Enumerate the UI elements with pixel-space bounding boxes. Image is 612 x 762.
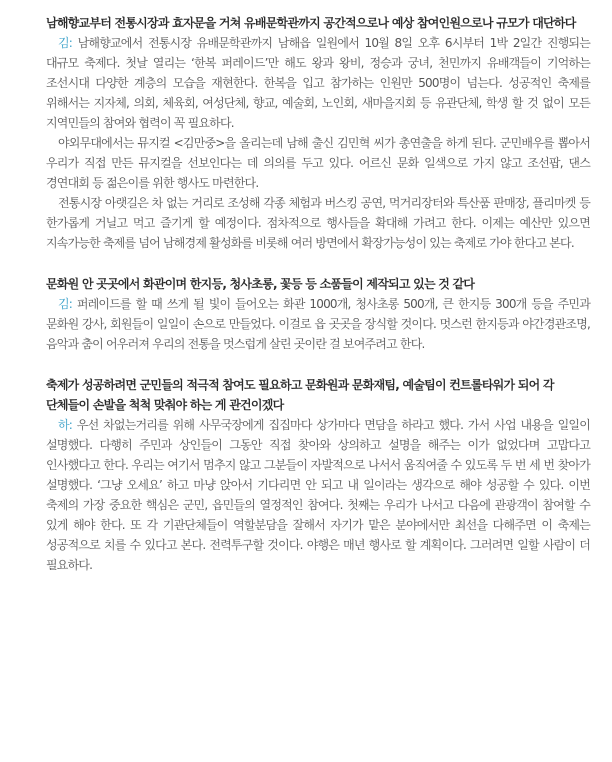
speaker-label: 하: xyxy=(58,418,73,432)
speaker-label: 김: xyxy=(58,297,73,311)
qa-section-3 xyxy=(46,375,590,575)
answer-paragraph xyxy=(46,415,590,575)
qa-section-2 xyxy=(46,274,590,354)
answer-text: 남해향교에서 전통시장 유배문학관까지 남해읍 일원에서 10월 8일 오후 6시부터 1박 2일간 진행되는 대규모 축제다. 첫날 열리는 ‘한복 퍼레이드’만 해도 왕과 왕비, 정승과 궁녀, 천민까지 유배객들이 기억하는 조선시대 다양한 계층의 모습을 재현한다. 한복을 입고 참가하는 인원만 500명이 넘는다. 성공적인 축제를 위해서는 지자체, 의회, 체육회, 여성단체, 향교, 예술회, 노인회, 새마을지회 등 유관단체, 학생 할 것 없이 모든 지역민들의 참여와 협력이 꼭 필요하다. xyxy=(46,36,590,130)
answer-text: 우선 차없는거리를 위해 사무국장에게 집집마다 상가마다 면담을 하라고 했다. 가서 사업 내용을 일일이 설명했다. 다행히 주민과 상인들이 그동안 직접 찾아와 상의하고 설명을 해주는 이가 없었다며 고맙다고 인사했다고 한다. 우리는 여기서 멈추지 않고 그분들이 자발적으로 나서서 움직여줄 수 있도록 두 번 세 번 찾아가 설명했다. ‘그냥 오세요’ 하고 마냥 앉아서 기다리면 안 되고 내 일이라는 생각으로 해야 성공할 수 있다. 이번 축제의 가장 중요한 핵심은 군민, 읍민들의 열정적인 참여다. 첫째는 우리가 나서고 다음에 관광객이 참여할 수 있게 해야 한다. 또 각 기관단체들이 역할분담을 잘해서 자기가 맡은 분야에서만 최선을 다해주면 이 축제는 성공적으로 치를 수 있다고 본다. 전력투구할 것이다. 야행은 매년 행사로 할 계획이다. 그러려면 일할 사람이 더 필요하다. xyxy=(46,418,590,572)
question-heading: 남해향교부터 전통시장과 효자문을 거쳐 유배문학관까지 공간적으로나 예상 참여인원으로나 규모가 대단하다 xyxy=(46,16,576,30)
answer-paragraph: 전통시장 아랫길은 차 없는 거리로 조성해 각종 체험과 버스킹 공연, 먹거리장터와 특산품 판매장, 플리마켓 등 한가롭게 거닐고 먹고 즐기게 할 예정이다. 점차적으로 행사들을 확대해 가려고 한다. 이제는 예산만 있으면 지속가능한 축제를 넘어 남해경제 활성화를 비롯해 여러 방면에서 확장가능성이 있는 축제로 가야 한다고 본다. xyxy=(46,196,590,250)
qa-section-1 xyxy=(46,13,590,253)
answer-paragraph xyxy=(46,294,590,354)
speaker-label: 김: xyxy=(58,36,73,50)
question-heading: 문화원 안 곳곳에서 화관이며 한지등, 청사초롱, 꽃등 등 소품들이 제작되고 있는 것 같다 xyxy=(46,277,475,291)
answer-text: 퍼레이드를 할 때 쓰게 될 빛이 들어오는 화관 1000개, 청사초롱 500개, 큰 한지등 300개 등을 주민과 문화원 강사, 회원들이 일일이 손으로 만들었다. 이걸로 읍 곳곳을 장식할 것이다. 멋스런 한지등과 야간경관조명, 음악과 춤이 어우러져 우리의 전통을 멋스럽게 살린 곳이란 걸 보여주려고 한다. xyxy=(46,297,590,351)
answer-paragraph xyxy=(46,33,590,133)
answer-paragraph: 야외무대에서는 뮤지컬 <김만중>을 올리는데 남해 출신 김민혁 씨가 총연출을 하게 된다. 군민배우를 뽑아서 우리가 직접 만든 뮤지컬을 선보인다는 데 의의를 두고 있다. 어르신 문화 일색으로 가지 않고 조선팝, 댄스 경연대회 등 젊은이를 위한 행사도 마련한다. xyxy=(46,136,590,190)
question-heading: 축제가 성공하려면 군민들의 적극적 참여도 필요하고 문화원과 문화재팀, 예술팀이 컨트롤타워가 되어 각 단체들이 손발을 척척 맞춰야 하는 게 관건이겠다 xyxy=(46,378,554,412)
